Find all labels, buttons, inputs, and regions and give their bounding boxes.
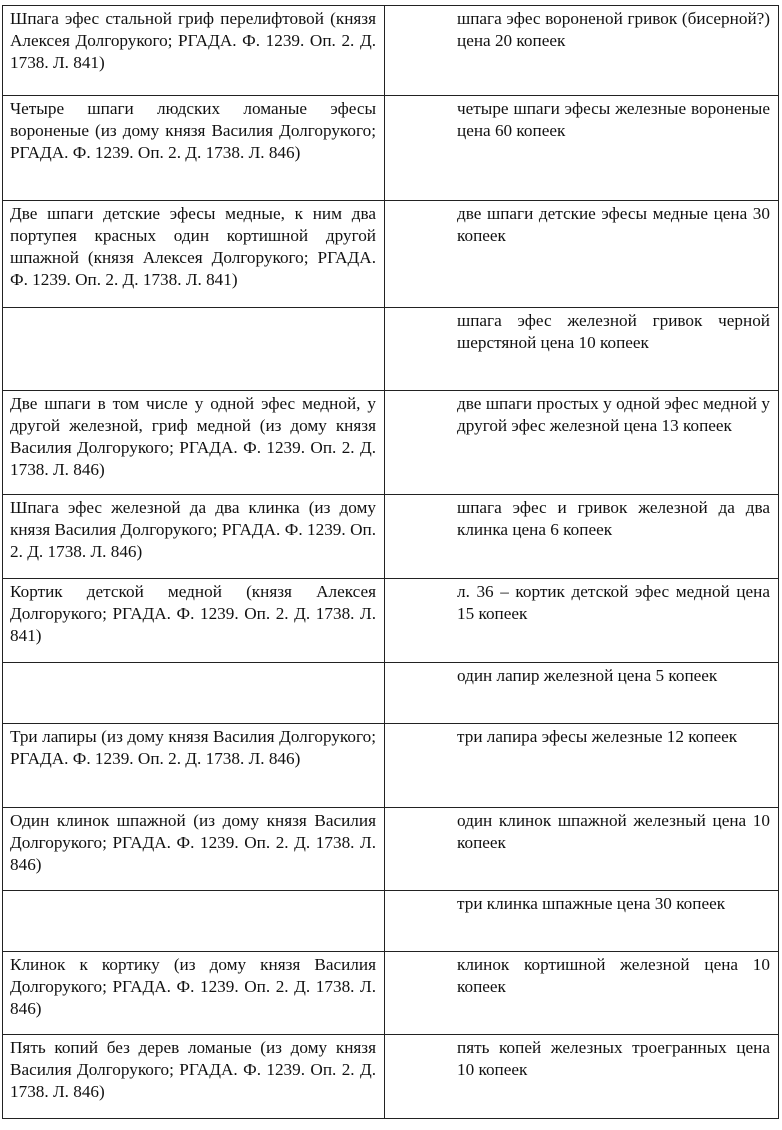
table-cell-right: один клинок шпажной железный цена 10 копеек <box>385 808 779 891</box>
table-row <box>3 391 779 495</box>
table-cell-left <box>3 891 385 952</box>
table-cell-left: Шпага эфес стальной гриф перелифтовой (князя Алексея Долгорукого; РГАДА. Ф. 1239. Оп. 2. Д. 1738. Л. 841) <box>3 6 385 96</box>
table-cell-left: Две шпаги детские эфесы медные, к ним два портупея красных один кортишной другой шпажной (князя Алексея Долгорукого; РГАДА. Ф. 1239. Оп. 2. Д. 1738. Л. 841) <box>3 201 385 308</box>
table-cell-left: Кортик детской медной (князя Алексея Долгорукого; РГАДА. Ф. 1239. Оп. 2. Д. 1738. Л. 841) <box>3 579 385 663</box>
table-cell-right: клинок кортишной железной цена 10 копеек <box>385 952 779 1035</box>
table-row <box>3 1035 779 1119</box>
table-cell-right: две шпаги детские эфесы медные цена 30 копеек <box>385 201 779 308</box>
table-cell-left <box>3 663 385 724</box>
table-row <box>3 808 779 891</box>
table-row <box>3 96 779 201</box>
table-cell-right: три лапира эфесы железные 12 копеек <box>385 724 779 808</box>
table-cell-right: четыре шпаги эфесы железные вороненые цена 60 копеек <box>385 96 779 201</box>
table-cell-left: Четыре шпаги людских ломаные эфесы вороненые (из дому князя Василия Долгорукого; РГАДА. Ф. 1239. Оп. 2. Д. 1738. Л. 846) <box>3 96 385 201</box>
table-cell-left: Две шпаги в том числе у одной эфес медной, у другой железной, гриф медной (из дому князя Василия Долгорукого; РГАДА. Ф. 1239. Оп. 2. Д. 1738. Л. 846) <box>3 391 385 495</box>
table-row <box>3 952 779 1035</box>
table-cell-right: две шпаги простых у одной эфес медной у другой эфес железной цена 13 копеек <box>385 391 779 495</box>
table-cell-right: три клинка шпажные цена 30 копеек <box>385 891 779 952</box>
table-row <box>3 308 779 391</box>
table-cell-right: шпага эфес и гривок железной да два клинка цена 6 копеек <box>385 495 779 579</box>
table-row <box>3 495 779 579</box>
table-cell-left: Пять копий без дерев ломаные (из дому князя Василия Долгорукого; РГАДА. Ф. 1239. Оп. 2. Д. 1738. Л. 846) <box>3 1035 385 1119</box>
table-row <box>3 891 779 952</box>
table-cell-left: Три лапиры (из дому князя Василия Долгорукого; РГАДА. Ф. 1239. Оп. 2. Д. 1738. Л. 846) <box>3 724 385 808</box>
table-row <box>3 663 779 724</box>
table-row <box>3 579 779 663</box>
table-row <box>3 724 779 808</box>
table-cell-right: шпага эфес железной гривок черной шерстяной цена 10 копеек <box>385 308 779 391</box>
table-cell-left: Шпага эфес железной да два клинка (из дому князя Василия Долгорукого; РГАДА. Ф. 1239. Оп. 2. Д. 1738. Л. 846) <box>3 495 385 579</box>
table-cell-left: Один клинок шпажной (из дому князя Василия Долгорукого; РГАДА. Ф. 1239. Оп. 2. Д. 1738. Л. 846) <box>3 808 385 891</box>
inventory-table <box>2 5 779 1119</box>
table-cell-right: шпага эфес вороненой гривок (бисерной?) цена 20 копеек <box>385 6 779 96</box>
table-cell-right: один лапир железной цена 5 копеек <box>385 663 779 724</box>
table-row <box>3 201 779 308</box>
table-cell-right: пять копей железных троегранных цена 10 копеек <box>385 1035 779 1119</box>
table-cell-right: л. 36 – кортик детской эфес медной цена 15 копеек <box>385 579 779 663</box>
table-row <box>3 6 779 96</box>
table-cell-left: Клинок к кортику (из дому князя Василия Долгорукого; РГАДА. Ф. 1239. Оп. 2. Д. 1738. Л. 846) <box>3 952 385 1035</box>
table-cell-left <box>3 308 385 391</box>
